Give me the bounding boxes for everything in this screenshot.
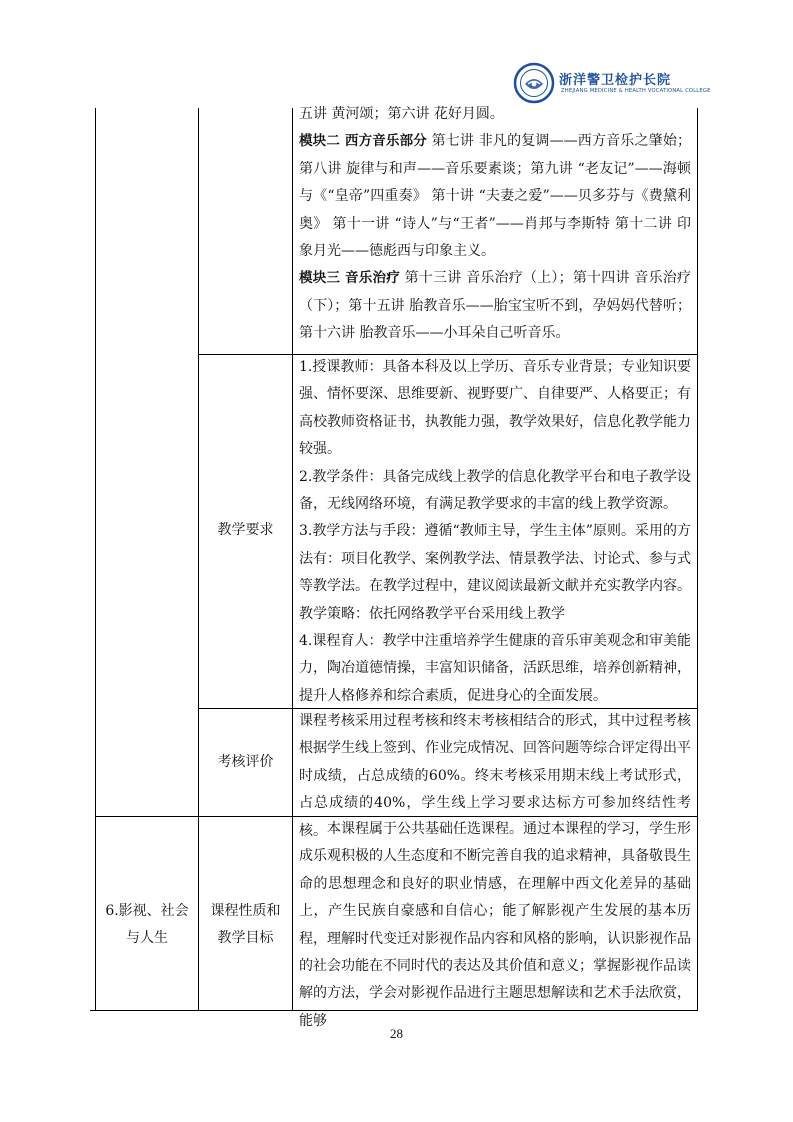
page-number: 28 — [390, 1026, 403, 1041]
teaching-requirements-label: 教学要求 — [217, 522, 274, 538]
requirement-teacher: 1.授课教师：具备本科及以上学历、音乐专业背景；专业知识要强、情怀要深、思维要新、视野要广、自律要严、人格要正；有高校教师资格证书，执教能力强，教学效果好，信息化教学能力较强。 — [299, 359, 691, 458]
module-3-title: 模块三 音乐治疗 — [299, 270, 400, 287]
requirement-strategy: 教学策略：依托网络教学平台采用线上教学 — [299, 605, 565, 622]
college-emblem-icon — [513, 62, 555, 104]
college-logo-name: 浙洋警卫检护长院 — [559, 73, 672, 88]
course-6-name — [96, 898, 198, 953]
college-logo — [513, 62, 711, 106]
course-6-label — [199, 898, 292, 953]
requirement-conditions: 2.教学条件：具备完成线上教学的信息化教学平台和电子教学设备，无线网络环境，有满足教学要求的丰富的线上教学资源。 — [299, 468, 691, 513]
teaching-requirements-content — [299, 354, 691, 710]
course-6-description: 本课程属于公共基础任选课程。通过本课程的学习，学生形成乐观积极的人生态度和不断完善自我的追求精神，具备敬畏生命的思想理念和良好的职业情感，在理解中西文化差异的基础上，产生民族自豪感和自信心；能了解影视产生发展的基本历程，理解时代变迁对影视作品内容和风格的影响，认识影视作品的社会功能在不同时代的表达及其价值和意义；掌握影视作品读解的方法，学会对影视作品进行主题思想解读和艺术手法欣赏，能够 — [299, 821, 691, 1029]
course-6-name-line2: 与人生 — [126, 930, 168, 947]
requirement-methods: 3.教学方法与手段：遵循“教师主导，学生主体”原则。采用的方法有：项目化教学、案例教学法、情景教学法、讨论式、参与式等教学法。在教学过程中，建议阅读最新文献并充实教学内容。 — [299, 523, 691, 595]
course-6-content — [299, 816, 691, 1035]
module-3-text: 第十三讲 音乐治疗（上）；第十四讲 音乐治疗（下）；第十五讲 胎教音乐——胎宝宝听不到，孕妈妈代替听；第十六讲 胎教音乐——小耳朵自己听音乐。 — [299, 270, 691, 342]
module-2-paragraph — [299, 128, 691, 265]
requirement-education: 4.课程育人：教学中注重培养学生健康的音乐审美观念和审美能力，陶冶道德情操，丰富知识储备，活跃思维，培养创新精神，提升人格修养和综合素质，促进身心的全面发展。 — [299, 633, 691, 704]
content-line-intro: 五讲 黄河颂；第六讲 花好月圆。 — [299, 106, 504, 122]
college-logo-english: ZHEJIANG MEDICINE & HEALTH VOCATIONAL COLLEGE — [561, 88, 711, 94]
module-2-title: 模块二 西方音乐部分 — [299, 133, 427, 150]
assessment-content: 课程考核采用过程考核和终末考核相结合的形式，其中过程考核根据学生线上签到、作业完成情况、回答问题等综合评定得出平时成绩，占总成绩的60%。终末考核采用期末线上考试形式，占总成绩的40%，学生线上学习要求达标方可参加终结性考核。 — [299, 713, 691, 839]
music-course-content — [299, 101, 691, 348]
course-6-label-line1: 课程性质和 — [210, 903, 281, 919]
module-3-paragraph — [299, 265, 691, 347]
course-6-label-line2: 教学目标 — [217, 930, 274, 947]
course-6-name-line1: 6.影视、社会 — [105, 903, 189, 919]
module-2-text: 第七讲 非凡的复调——西方音乐之肇始；第八讲 旋律与和声——音乐要素谈；第九讲 “老友记”——海顿与《“皇帝”四重奏》 第十讲 “夫妻之爱”——贝多芬与《费黛利奥》 第十一讲 “诗人”与“王者”——肖邦与李斯特 第十二讲 印象月光——德彪西与印象主义。 — [299, 133, 691, 260]
assessment-label: 考核评价 — [217, 754, 274, 770]
